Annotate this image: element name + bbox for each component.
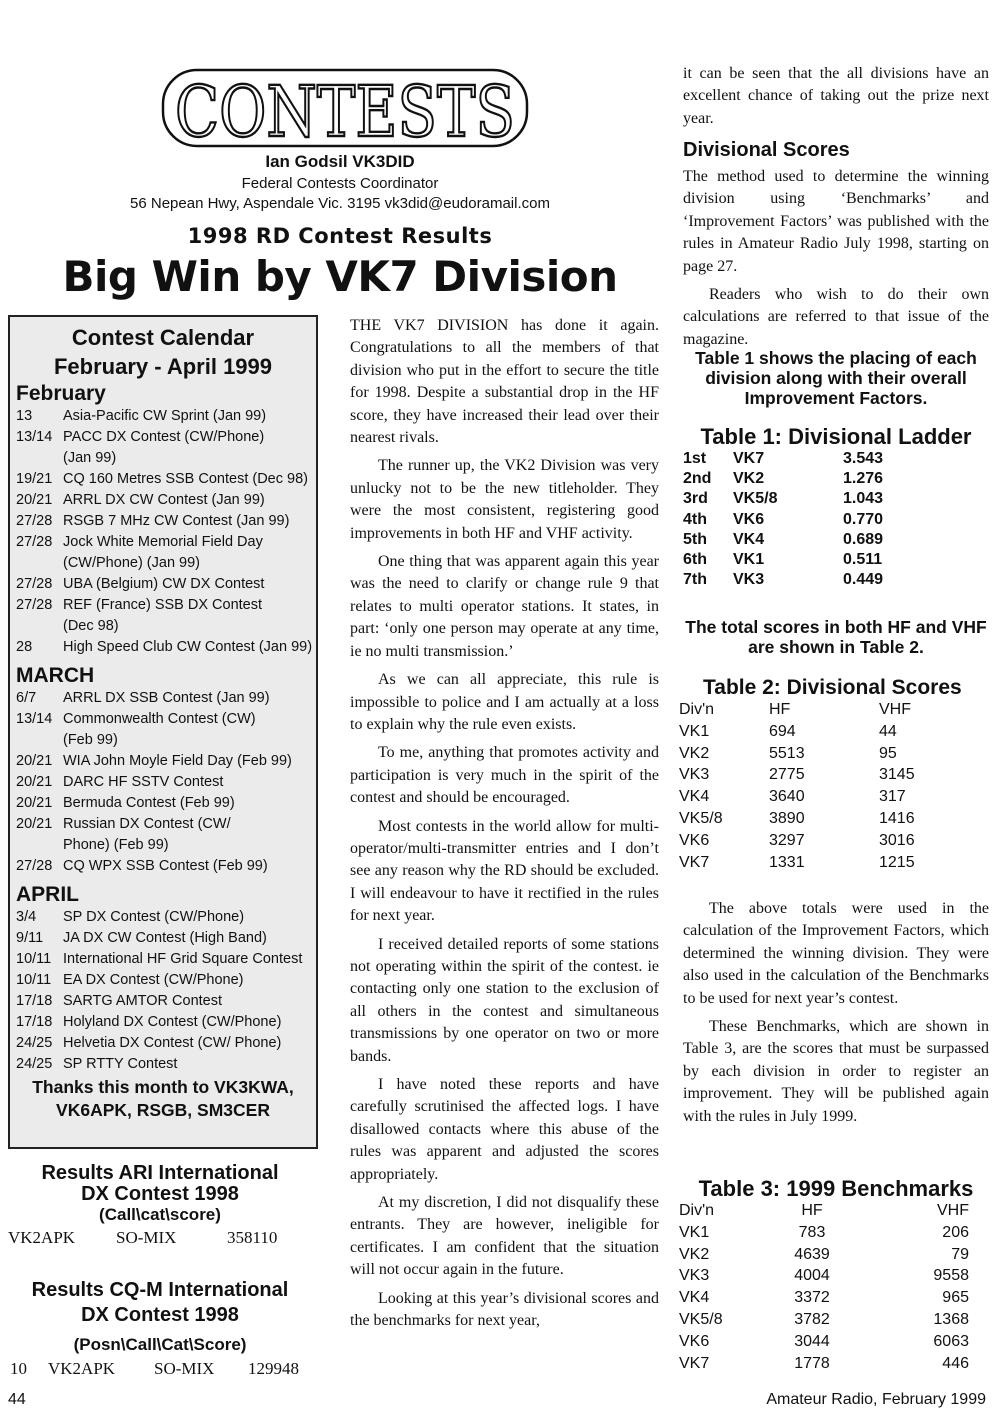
- results-cqm-title2: DX Contest 1998: [81, 1304, 239, 1326]
- results-ari-cat: SO-MIX: [116, 1228, 177, 1247]
- contest-calendar-box: [8, 315, 318, 1149]
- calendar-entry: [10, 574, 316, 595]
- table2-cell: 1331: [769, 853, 805, 871]
- table1-factor: 1.043: [843, 490, 884, 508]
- table1-division: VK6: [733, 510, 765, 528]
- calendar-entry: [10, 793, 316, 814]
- results-cqm-subtitle: (Posn\Call\Cat\Score): [73, 1335, 247, 1354]
- calendar-entry-name: International HF Grid Square Contest: [63, 951, 303, 967]
- table3-cell: 1368: [933, 1310, 969, 1328]
- table3-row: [679, 1265, 969, 1287]
- calendar-entry-name: SP RTTY Contest: [63, 1056, 178, 1072]
- calendar-entry: [10, 772, 316, 793]
- calendar-entry-date: 27/28: [16, 576, 53, 592]
- table1-row: [683, 510, 913, 530]
- table2-cell: VK5/8: [679, 809, 723, 827]
- calendar-entry: [10, 970, 316, 991]
- table3-row: [679, 1309, 969, 1331]
- table2-cell: VK1: [679, 722, 710, 740]
- calendar-entry: [10, 490, 316, 511]
- table3-benchmarks: [679, 1200, 969, 1374]
- author-address: 56 Nepean Hwy, Aspendale Vic. 3195 vk3did@eudoramail.com: [130, 195, 550, 212]
- calendar-entry-date: [10, 616, 63, 637]
- table3-row: [679, 1244, 969, 1266]
- table2-cell: 95: [879, 744, 897, 762]
- table1-place: 7th: [683, 571, 707, 589]
- paragraph: To me, anything that promotes activity and participation is very much in the spirit of the contest and should be encouraged.: [350, 744, 659, 807]
- calendar-entry: [10, 511, 316, 532]
- calendar-entry-date: 27/28: [16, 534, 53, 550]
- calendar-entry-name: SP DX Contest (CW/Phone): [63, 909, 245, 925]
- table1-title: Table 1: Divisional Ladder: [700, 424, 972, 449]
- calendar-entry-date: 19/21: [16, 471, 53, 487]
- calendar-entry-name: Jock White Memorial Field Day: [63, 534, 263, 550]
- table3-title: Table 3: 1999 Benchmarks: [698, 1176, 974, 1201]
- table3-row: [679, 1331, 969, 1353]
- table2-cell: VK7: [679, 853, 710, 871]
- results-ari-subtitle: (Call\cat\score): [99, 1205, 221, 1224]
- table2-cell: 2775: [769, 766, 805, 784]
- results-cqm-call: VK2APK: [48, 1359, 116, 1378]
- calendar-entry-name: (Feb 99): [63, 732, 118, 748]
- calendar-month-heading: APRIL: [16, 883, 79, 906]
- table3-header-cell: VHF: [937, 1202, 969, 1219]
- divisional-scores-heading: Divisional Scores: [683, 139, 850, 161]
- table1-division: VK2: [733, 470, 765, 488]
- calendar-entry-date: 28: [16, 639, 33, 655]
- table2-row: [679, 721, 919, 743]
- calendar-entry: [10, 730, 316, 751]
- table2-cell: 694: [769, 722, 796, 740]
- calendar-entry-name: CQ WPX SSB Contest (Feb 99): [63, 858, 268, 874]
- table2-cell: 3640: [769, 788, 805, 806]
- calendar-entry: [10, 532, 316, 553]
- table3-cell: VK2: [679, 1245, 710, 1263]
- table2-header-cell: HF: [769, 701, 791, 718]
- calendar-entry: [10, 949, 316, 970]
- calendar-entry-date: 13/14: [16, 429, 53, 445]
- calendar-entry: [10, 907, 316, 928]
- table1-row: [683, 570, 913, 590]
- table1-division: VK5/8: [733, 490, 778, 508]
- table1-row: [683, 550, 913, 570]
- calendar-entry: [10, 553, 316, 574]
- calendar-entry-date: [10, 835, 63, 856]
- calendar-entry-name: DARC HF SSTV Contest: [63, 774, 224, 790]
- calendar-entry-name: High Speed Club CW Contest (Jan 99): [63, 639, 313, 655]
- results-ari-title: Results ARI International: [41, 1162, 279, 1184]
- calendar-entry-date: 27/28: [16, 597, 53, 613]
- paragraph: it can be seen that the all divisions have an excellent chance of taking out the prize next year.: [683, 65, 989, 127]
- calendar-entry-name: Holyland DX Contest (CW/Phone): [63, 1014, 282, 1030]
- calendar-entry-date: 3/4: [16, 909, 37, 925]
- paragraph: At my discretion, I did not disqualify these entrants. They are however, ineligible for certificates. I am confident that the situation will not occur again in the future.: [350, 1194, 659, 1279]
- table3-cell: 3044: [794, 1332, 830, 1350]
- results-cqm-posn: 10: [10, 1359, 27, 1378]
- calendar-entry-name: Commonwealth Contest (CW): [63, 711, 256, 727]
- table3-header-cell: HF: [801, 1202, 823, 1219]
- table2-cell: 5513: [769, 744, 805, 762]
- results-cqm-title: Results CQ-M International: [31, 1279, 289, 1301]
- table1-division: VK1: [733, 551, 765, 569]
- table3-cell: 9558: [933, 1267, 969, 1285]
- calendar-month-heading: MARCH: [16, 664, 95, 687]
- table3-row: [679, 1353, 969, 1375]
- calendar-entry-date: 10/11: [16, 951, 52, 967]
- calendar-entry-date: 20/21: [16, 753, 53, 769]
- results-ari-call: VK2APK: [8, 1228, 76, 1247]
- table1-place: 6th: [683, 551, 707, 569]
- calendar-entry: [10, 814, 316, 835]
- calendar-entry-date: 20/21: [16, 816, 53, 832]
- calendar-entry-date: 27/28: [16, 513, 53, 529]
- table3-cell: 783: [798, 1223, 826, 1241]
- calendar-entry-date: 9/11: [16, 930, 44, 946]
- benchmarks-text: [683, 898, 989, 1134]
- calendar-entry-date: [10, 730, 63, 751]
- calendar-entry-date: 24/25: [16, 1035, 53, 1051]
- table1-ladder: [683, 449, 913, 590]
- table3-cell: 446: [942, 1354, 969, 1372]
- calendar-entry-name: RSGB 7 MHz CW Contest (Jan 99): [63, 513, 290, 529]
- calendar-entry-name: Helvetia DX Contest (CW/ Phone): [63, 1035, 282, 1051]
- table2-cell: 3890: [769, 809, 805, 827]
- table3-cell: 79: [951, 1245, 969, 1263]
- table1-factor: 0.770: [843, 510, 884, 528]
- author-name: Ian Godsil VK3DID: [265, 152, 415, 171]
- table2-cell: 1215: [879, 853, 915, 871]
- calendar-entry: [10, 448, 316, 469]
- page-number: 44: [8, 1391, 26, 1408]
- table2-cell: VK2: [679, 744, 710, 762]
- calendar-entry-name: REF (France) SSB DX Contest: [63, 597, 263, 613]
- paragraph: I have noted these reports and have carefully scrutinised the affected logs. I have disallowed contacts where this abuse of the rules was apparent and adjusted the scores appropriately.: [350, 1076, 659, 1183]
- table1-row: [683, 530, 913, 550]
- paragraph: As we can all appreciate, this rule is impossible to police and I am actually at a loss to explain why the rule even exists.: [350, 671, 659, 733]
- calendar-entry: [10, 856, 316, 877]
- paragraph: The method used to determine the winning division using ‘Benchmarks’ and ‘Improvement Factors’ was published with the rules in Amateur Radio July 1998, starting on page 27.: [683, 168, 989, 275]
- table3-cell: VK7: [679, 1354, 710, 1372]
- calendar-entry-name: (Jan 99): [63, 450, 117, 466]
- table2-row: [679, 808, 919, 830]
- calendar-entry: [10, 991, 316, 1012]
- calendar-entry: [10, 469, 316, 490]
- table3-header-row: [679, 1200, 969, 1222]
- table2-cell: 44: [879, 722, 897, 740]
- table3-cell: VK1: [679, 1223, 710, 1241]
- calendar-entry-date: 10/11: [16, 972, 52, 988]
- publication-footer: Amateur Radio, February 1999: [766, 1391, 986, 1408]
- table1-division: VK3: [733, 571, 765, 589]
- table2-cell: 3297: [769, 831, 805, 849]
- table1-division: VK4: [733, 530, 765, 548]
- table3-header-cell: Div'n: [679, 1202, 715, 1219]
- paragraph: I received detailed reports of some stations not operating within the spirit of the contest. ie contacting only one station to the exclusion of all others in the contest and simultaneous transmissions by one operator on two or more bands.: [350, 935, 659, 1065]
- calendar-entry: [10, 427, 316, 448]
- table2-header-cell: VHF: [879, 701, 911, 718]
- calendar-entry-name: SARTG AMTOR Contest: [63, 993, 223, 1009]
- calendar-thanks-line2: VK6APK, RSGB, SM3CER: [56, 1100, 270, 1120]
- logo-text: CONTESTS: [175, 71, 515, 153]
- table2-header-row: [679, 699, 919, 721]
- calendar-entry-name: Russian DX Contest (CW/: [63, 816, 231, 832]
- table2-note: The total scores in both HF and VHF are shown in Table 2.: [685, 617, 987, 657]
- table3-cell: 965: [942, 1289, 969, 1307]
- table3-cell: VK3: [679, 1267, 710, 1285]
- calendar-entry-name: (CW/Phone) (Jan 99): [63, 555, 200, 571]
- calendar-entry-name: ARRL DX SSB Contest (Jan 99): [63, 690, 270, 706]
- table3-cell: 3782: [794, 1310, 830, 1328]
- calendar-entry: [10, 835, 316, 856]
- author-role: Federal Contests Coordinator: [241, 175, 439, 192]
- article-headline: Big Win by VK7 Division: [62, 252, 618, 301]
- calendar-entry-name: UBA (Belgium) CW DX Contest: [63, 576, 265, 592]
- table2-cell: VK3: [679, 766, 710, 784]
- table1-factor: 3.543: [843, 450, 884, 467]
- calendar-entry-date: 17/18: [16, 1014, 53, 1030]
- table2-title: Table 2: Divisional Scores: [703, 676, 962, 699]
- calendar-entry-name: WIA John Moyle Field Day (Feb 99): [63, 753, 292, 769]
- paragraph: These Benchmarks, which are shown in Table 3, are the scores that must be surpassed by each division in order to register an improvement. They will be published again with the rules in July 1999.: [683, 1018, 989, 1125]
- article-body-middle: [350, 315, 659, 1338]
- calendar-entry-date: 24/25: [16, 1056, 53, 1072]
- calendar-entry: [10, 928, 316, 949]
- calendar-entry-date: 27/28: [16, 858, 53, 874]
- calendar-month-heading: February: [16, 382, 106, 405]
- calendar-entry-date: 20/21: [16, 492, 53, 508]
- table2-row: [679, 743, 919, 765]
- calendar-entry-date: 20/21: [16, 774, 53, 790]
- table2-scores: [679, 699, 919, 873]
- table3-cell: VK6: [679, 1332, 710, 1350]
- paragraph: Looking at this year’s divisional scores and the benchmarks for next year,: [350, 1289, 659, 1330]
- calendar-entry-name: EA DX Contest (CW/Phone): [63, 972, 244, 988]
- table1-factor: 0.449: [843, 571, 884, 589]
- table3-row: [679, 1287, 969, 1309]
- calendar-months: [10, 382, 316, 1075]
- calendar-entry: [10, 1033, 316, 1054]
- divisional-scores-text: [683, 166, 989, 357]
- table2-row: [679, 852, 919, 874]
- table3-cell: VK5/8: [679, 1310, 723, 1328]
- calendar-entry-date: 13: [16, 408, 33, 424]
- calendar-entry-date: [10, 553, 63, 574]
- table1-factor: 1.276: [843, 470, 884, 488]
- paragraph: The runner up, the VK2 Division was very unlucky not to be the new titleholder. They were the most consistent, registering good improvements in both HF and VHF activity.: [350, 457, 659, 542]
- table1-factor: 0.511: [843, 551, 883, 569]
- table2-header-cell: Div'n: [679, 701, 715, 718]
- calendar-entry-name: Bermuda Contest (Feb 99): [63, 795, 235, 811]
- calendar-period: February - April 1999: [53, 354, 273, 379]
- calendar-entry: [10, 1012, 316, 1033]
- table2-cell: 317: [879, 788, 906, 806]
- calendar-entry-date: 17/18: [16, 993, 53, 1009]
- results-ari-score: 358110: [227, 1228, 278, 1247]
- table1-place: 1st: [683, 450, 707, 467]
- paragraph: One thing that was apparent again this year was the need to clarify or change rule 9 that relates to multi operator stations. It states, in part: ‘only one person may operate at any time, ie no multi transmission.’: [350, 553, 659, 660]
- article-continued-text: [683, 63, 989, 136]
- calendar-title: Contest Calendar: [71, 325, 255, 350]
- calendar-entry-name: Asia-Pacific CW Sprint (Jan 99): [63, 408, 267, 424]
- table3-cell: VK4: [679, 1289, 710, 1307]
- table1-row: [683, 469, 913, 489]
- calendar-entry-name: (Dec 98): [63, 618, 119, 634]
- article-subtitle: 1998 RD Contest Results: [187, 224, 493, 248]
- calendar-entry: [10, 637, 316, 658]
- calendar-entry-date: 6/7: [16, 690, 37, 706]
- table3-cell: 4004: [794, 1267, 830, 1285]
- calendar-entry-date: [10, 448, 63, 469]
- calendar-entry: [10, 688, 316, 709]
- table2-cell: VK6: [679, 831, 710, 849]
- calendar-entry-name: ARRL DX CW Contest (Jan 99): [63, 492, 265, 508]
- table1-note: Table 1 shows the placing of each division along with their overall Improvement Factors.: [695, 348, 977, 408]
- calendar-entry-date: 20/21: [16, 795, 53, 811]
- calendar-entry: [10, 1054, 316, 1075]
- calendar-entry-name: CQ 160 Metres SSB Contest (Dec 98): [63, 471, 308, 487]
- table2-cell: 3145: [879, 766, 915, 784]
- table1-row: [683, 489, 913, 509]
- results-cqm-score: 129948: [248, 1359, 299, 1378]
- calendar-entry: [10, 406, 316, 427]
- table3-cell: 1778: [794, 1354, 830, 1372]
- table1-row: [683, 449, 913, 469]
- calendar-entry-date: 13/14: [16, 711, 53, 727]
- results-cqm-cat: SO-MIX: [154, 1359, 215, 1378]
- calendar-entry: [10, 709, 316, 730]
- table3-cell: 206: [942, 1223, 969, 1241]
- paragraph: The above totals were used in the calculation of the Improvement Factors, which determined the winning division. They were also used in the calculation of the Benchmarks to be used for next year’s contest.: [683, 900, 989, 1007]
- table1-place: 4th: [683, 510, 707, 528]
- calendar-entry-name: JA DX CW Contest (High Band): [63, 930, 267, 946]
- table1-place: 5th: [683, 530, 707, 548]
- paragraph: THE VK7 DIVISION has done it again. Congratulations to all the members of that division who put in the effort to secure the title for 1998. Despite a substantial drop in the HF score, they have increased their lead over their nearest rivals.: [350, 317, 659, 447]
- paragraph: Readers who wish to do their own calculations are referred to that issue of the magazine.: [683, 286, 989, 348]
- table3-cell: 6063: [933, 1332, 969, 1350]
- results-ari-title2: DX Contest 1998: [81, 1183, 239, 1205]
- table1-factor: 0.689: [843, 530, 884, 548]
- calendar-entry-name: Phone) (Feb 99): [63, 837, 169, 853]
- table3-cell: 4639: [794, 1245, 830, 1263]
- calendar-entry: [10, 616, 316, 637]
- table2-cell: 3016: [879, 831, 915, 849]
- calendar-entry: [10, 751, 316, 772]
- table3-row: [679, 1222, 969, 1244]
- table2-row: [679, 786, 919, 808]
- calendar-entry-name: PACC DX Contest (CW/Phone): [63, 429, 265, 445]
- table3-cell: 3372: [794, 1289, 830, 1307]
- calendar-thanks-line1: Thanks this month to VK3KWA,: [32, 1077, 294, 1097]
- contests-logo: [160, 62, 530, 154]
- table2-cell: VK4: [679, 788, 710, 806]
- table1-division: VK7: [733, 450, 765, 467]
- table2-row: [679, 830, 919, 852]
- paragraph: Most contests in the world allow for multi-operator/multi-transmitter entries and I don’t see any reason why the RD should be excluded. I will endeavour to have it rectified in the rules for next year.: [350, 817, 659, 925]
- table2-cell: 1416: [879, 809, 915, 827]
- calendar-entry: [10, 595, 316, 616]
- table1-place: 2nd: [683, 470, 712, 488]
- table2-row: [679, 764, 919, 786]
- table1-place: 3rd: [683, 490, 708, 508]
